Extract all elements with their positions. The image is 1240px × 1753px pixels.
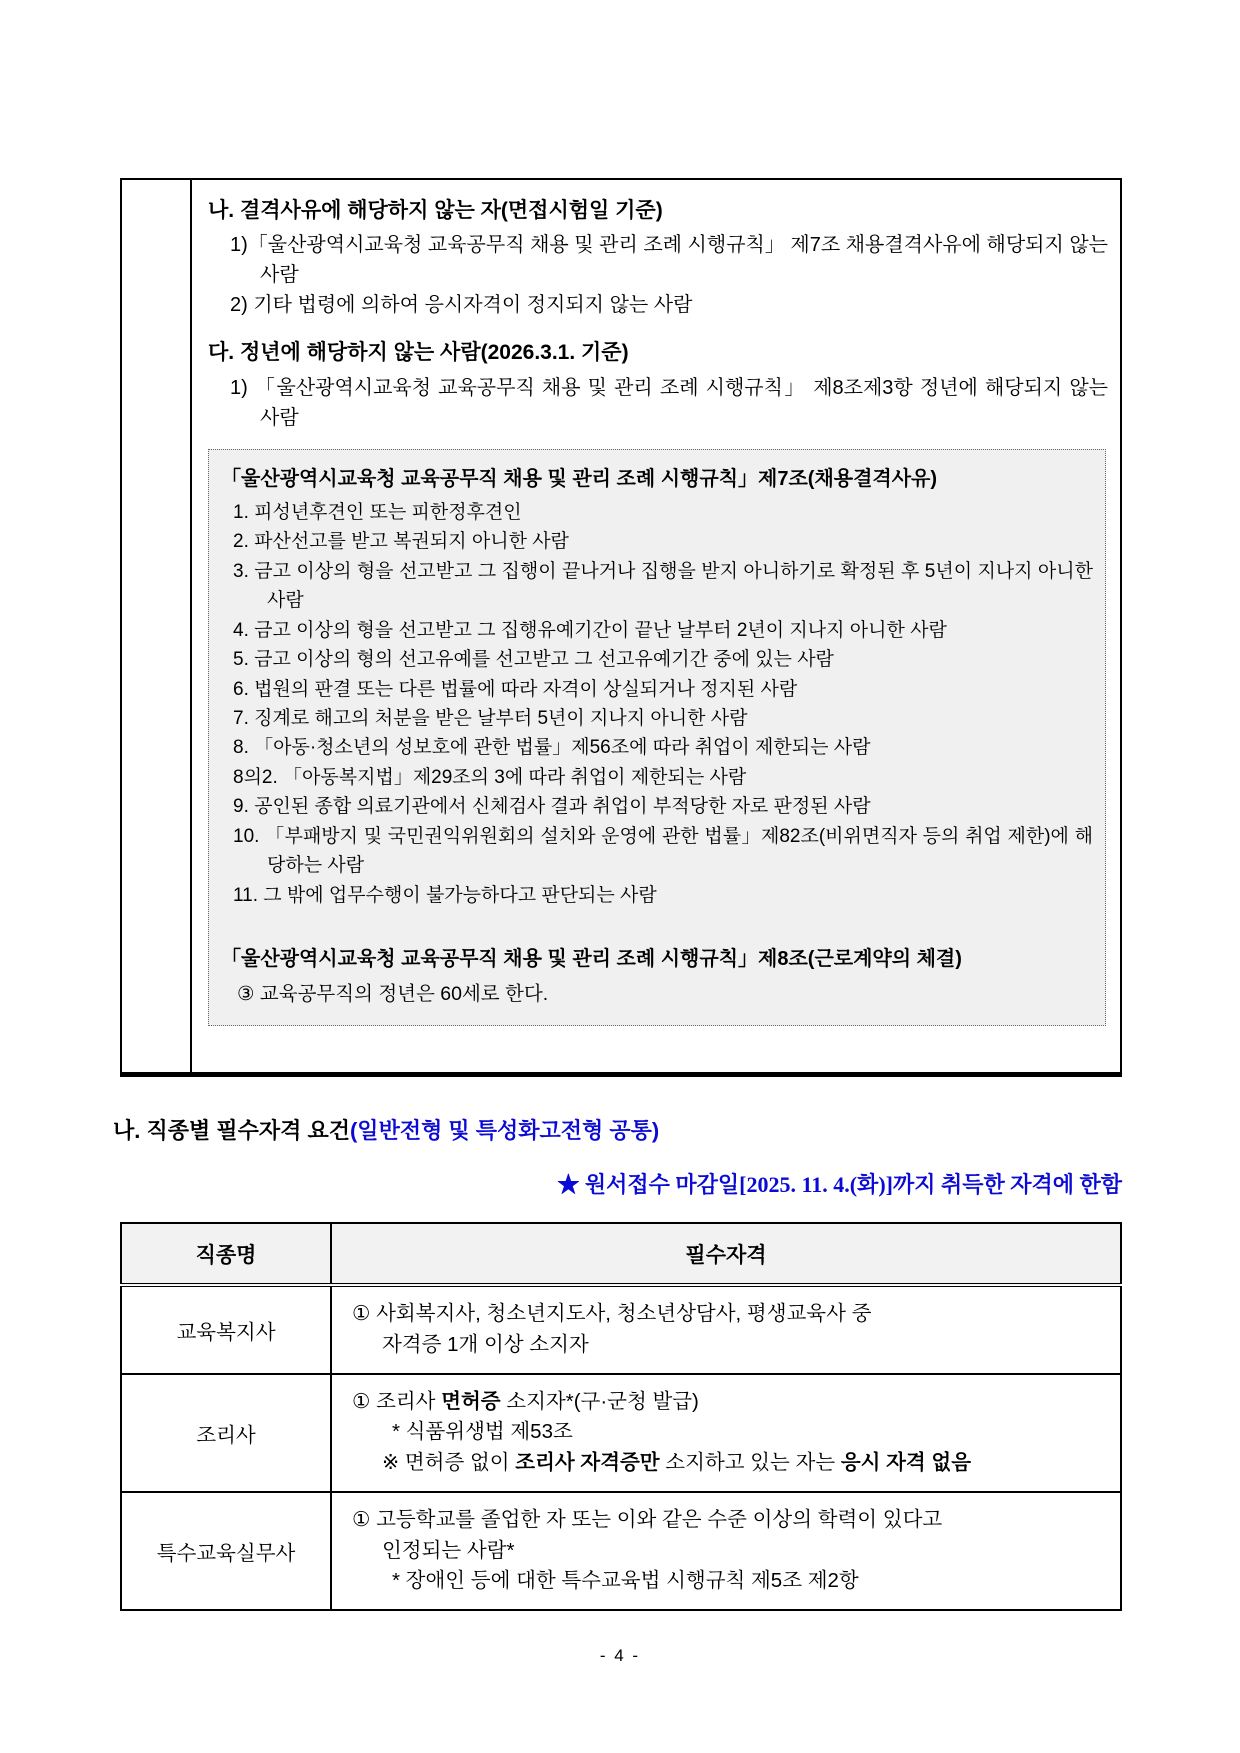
- header-job-name: 직종명: [121, 1223, 331, 1285]
- req-text-bold: 조리사 자격증만: [515, 1451, 660, 1474]
- article8-item-3: ③ 교육공무직의 정년은 60세로 한다.: [237, 983, 549, 1005]
- article7-item-8-2: 8의2. 「아동복지법」제29조의 3에 따라 취업이 제한되는 사람: [233, 766, 747, 788]
- job-name-special-edu: 특수교육실무사: [121, 1492, 331, 1610]
- eligibility-box-empty-left-column: [122, 180, 192, 1072]
- req-line: [352, 1299, 1108, 1330]
- article7-item-11: 11. 그 밖에 업무수행이 불가능하다고 판단되는 사람: [233, 884, 657, 906]
- retirement-section-title: 다. 정년에 해당하지 않는 사람(2026.3.1. 기준): [208, 341, 629, 365]
- req-text: ① 고등학교를 졸업한 자 또는 이와 같은 수준 이상의 학력이 있다고: [352, 1507, 943, 1531]
- header-required-qualification: 필수자격: [331, 1223, 1121, 1285]
- disqualification-item-2: 2) 기타 법령에 의하여 응시자격이 정지되지 않는 사람: [230, 294, 693, 317]
- article7-item-10: 10. 「부패방지 및 국민권익위원회의 설치와 운영에 관한 법률」제82조(비위면직자 등의 취업 제한)에 해당하는 사람: [233, 825, 1093, 877]
- req-text: ※ 면허증 없이: [382, 1451, 516, 1474]
- article7-item-3: 3. 금고 이상의 형을 선고받고 그 집행이 끝나거나 집행을 받지 아니하기로 확정된 후 5년이 지나지 아니한 사람: [233, 560, 1093, 612]
- req-text: 소지하고 있는 자는: [659, 1451, 841, 1474]
- req-line: [352, 1536, 1108, 1567]
- retirement-items: [208, 373, 1108, 433]
- disqualification-item-1: 1)「울산광역시교육청 교육공무직 채용 및 관리 조례 시행규칙」 제7조 채용결격사유에 해당되지 않는 사람: [230, 234, 1108, 287]
- req-text: ① 사회복지사, 청소년지도사, 청소년상담사, 평생교육사 중: [352, 1302, 872, 1325]
- article8-title: 「울산광역시교육청 교육공무직 채용 및 관리 조례 시행규칙」제8조(근로계약의 체결): [221, 948, 962, 970]
- section-gap: [208, 320, 1108, 338]
- disqualification-items: [208, 230, 1108, 320]
- req-line: [352, 1505, 1108, 1536]
- page-number: - 4 -: [599, 1646, 641, 1665]
- req-line: [352, 1448, 1108, 1479]
- req-line: [352, 1330, 1108, 1361]
- table-row-special-edu: [121, 1492, 1121, 1610]
- eligibility-box: [120, 178, 1122, 1077]
- req-text: * 장애인 등에 대한 특수교육법 시행규칙 제5조 제2항: [392, 1569, 859, 1593]
- req-edu-welfare: [331, 1285, 1121, 1374]
- req-text: ① 조리사: [352, 1389, 442, 1413]
- article7-item-6: 6. 법원의 판결 또는 다른 법률에 따라 자격이 상실되거나 정지된 사람: [233, 678, 798, 700]
- requirements-heading: [113, 1116, 659, 1147]
- article7-item-2: 2. 파산선고를 받고 복권되지 아니한 사람: [233, 531, 569, 553]
- disqualification-section-title: 나. 결격사유에 해당하지 않는 자(면접시험일 기준): [208, 199, 663, 222]
- req-text-bold: 면허증: [441, 1389, 501, 1413]
- article7-item-8: 8. 「아동·청소년의 성보호에 관한 법률」제56조에 따라 취업이 제한되는 사람: [233, 737, 871, 759]
- req-line: [352, 1417, 1108, 1448]
- req-special-edu: [331, 1492, 1121, 1610]
- article7-items: [221, 498, 1093, 910]
- req-text: 자격증 1개 이상 소지자: [382, 1332, 589, 1356]
- req-text: 인정되는 사람*: [382, 1538, 515, 1562]
- article7-item-9: 9. 공인된 종합 의료기관에서 신체검사 결과 취업이 부적당한 자로 판정된 사람: [233, 796, 871, 818]
- job-name-cook: 조리사: [121, 1374, 331, 1492]
- article8-block: [221, 944, 1093, 1009]
- req-cook: [331, 1374, 1121, 1492]
- deadline-note: ★ 원서접수 마감일[2025. 11. 4.(화)]까지 취득한 자격에 한함: [557, 1172, 1122, 1197]
- table-row-cook: [121, 1374, 1121, 1492]
- req-text-bold: 응시 자격 없음: [840, 1451, 972, 1474]
- article7-item-7: 7. 징계로 해고의 처분을 받은 날부터 5년이 지나지 아니한 사람: [233, 707, 748, 729]
- eligibility-box-content: [192, 180, 1120, 1072]
- article7-title: 「울산광역시교육청 교육공무직 채용 및 관리 조례 시행규칙」제7조(채용결격사유): [221, 467, 938, 490]
- table-row-edu-welfare: [121, 1285, 1121, 1374]
- req-text: 소지자*(구·군청 발급): [500, 1389, 699, 1413]
- requirements-heading-blue: (일반전형 및 특성화고전형 공통): [349, 1118, 660, 1143]
- table-header-row: [121, 1223, 1121, 1285]
- article7-item-4: 4. 금고 이상의 형을 선고받고 그 집행유예기간이 끝난 날부터 2년이 지나지 아니한 사람: [233, 619, 947, 641]
- retirement-item-1: 1) 「울산광역시교육청 교육공무직 채용 및 관리 조례 시행규칙」 제8조제3항 정년에 해당되지 않는 사람: [230, 376, 1108, 429]
- req-line: [352, 1387, 1108, 1418]
- article7-item-5: 5. 금고 이상의 형의 선고유예를 선고받고 그 선고유예기간 중에 있는 사람: [233, 649, 834, 671]
- req-text: * 식품위생법 제53조: [392, 1420, 573, 1444]
- requirements-heading-black: 나. 직종별 필수자격 요건: [113, 1118, 350, 1143]
- required-qualifications-table: [120, 1222, 1122, 1611]
- req-line: [352, 1566, 1108, 1597]
- job-name-edu-welfare: 교육복지사: [121, 1285, 331, 1374]
- article7-item-1: 1. 피성년후견인 또는 피한정후견인: [233, 501, 522, 523]
- regulation-excerpt-box: [208, 449, 1106, 1026]
